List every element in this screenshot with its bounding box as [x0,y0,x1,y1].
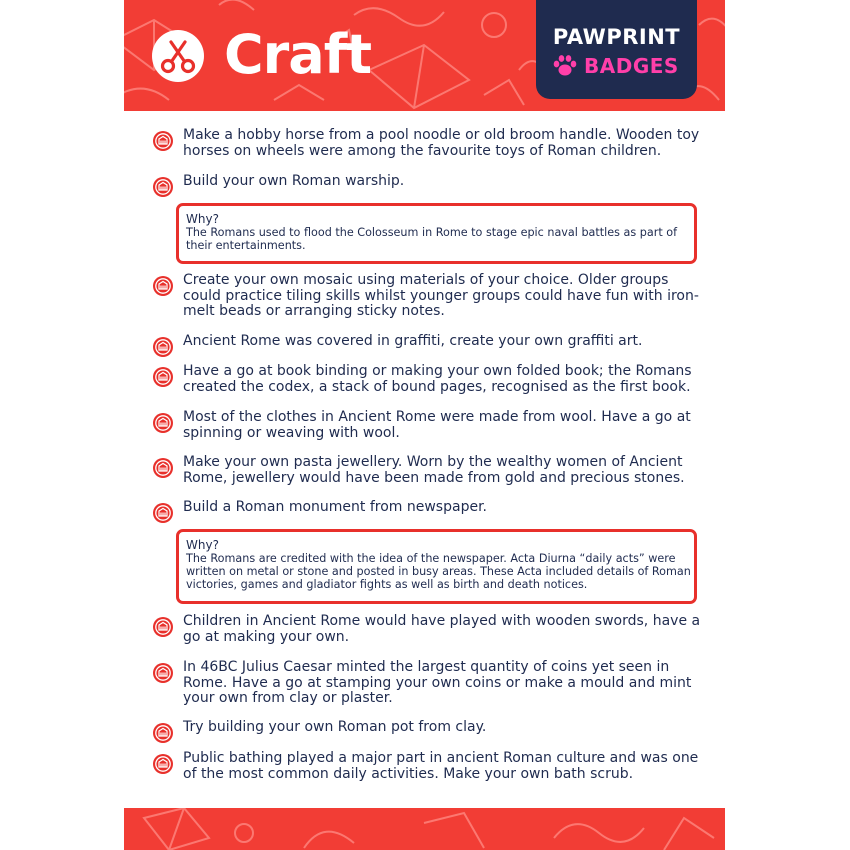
item-text: Children in Ancient Rome would have played with wooden swords, have a go at making your own. [183,613,701,645]
why-text: The Romans used to flood the Colosseum in Rome to stage epic naval battles as part of their entertainments. [186,226,678,253]
bullet-icon [152,336,174,358]
why-heading: Why? [186,538,219,552]
item-text: In 46BC Julius Caesar minted the largest quantity of coins yet seen in Rome. Have a go at stamping your own coins or make a mould and mint your own from clay or plaster. [183,659,692,706]
brand-name: PAWPRINT [552,25,681,49]
item-text: Ancient Rome was covered in graffiti, create your own graffiti art. [183,333,643,349]
bullet-icon [152,753,174,775]
item-text: Make a hobby horse from a pool noodle or old broom handle. Wooden toy horses on wheels were among the favourite toys of Roman children. [183,127,700,159]
bullet-icon [152,176,174,198]
activity-list [124,0,725,850]
item-text: Build your own Roman warship. [183,173,405,189]
bullet-icon [152,366,174,388]
item-text: Make your own pasta jewellery. Worn by the wealthy women of Ancient Rome, jewellery would have been made from gold and precious stones. [183,454,685,486]
bullet-icon [152,502,174,524]
bullet-icon [152,412,174,434]
bullet-icon [152,616,174,638]
page-title: Craft [224,23,372,86]
footer-banner [124,808,725,850]
item-text: Public bathing played a major part in ancient Roman culture and was one of the most common daily activities. Make your own bath scrub. [183,750,699,782]
bullet-icon [152,275,174,297]
bullet-icon [152,722,174,744]
why-text: The Romans are credited with the idea of the newspaper. Acta Diurna “daily acts” were written on metal or stone and posted in busy areas. These Acta included details of Roman victories, games and gladiator fights as well as birth and death notices. [186,552,691,592]
item-text: Build a Roman monument from newspaper. [183,499,487,515]
item-text: Most of the clothes in Ancient Rome were made from wool. Have a go at spinning or weaving with wool. [183,409,691,441]
item-text: Have a go at book binding or making your own folded book; the Romans created the codex, a stack of bound pages, recognised as the first book. [183,363,692,395]
bullet-icon [152,662,174,684]
why-heading: Why? [186,212,219,226]
why-box [176,203,697,264]
bullet-icon [152,457,174,479]
item-text: Create your own mosaic using materials of your choice. Older groups could practice tiling skills whilst younger groups could have fun with iron-melt beads or arranging sticky notes. [183,272,699,319]
bullet-icon [152,130,174,152]
why-box [176,529,697,604]
item-text: Try building your own Roman pot from clay. [183,719,487,735]
brand-subtitle: BADGES [584,54,679,78]
activity-sheet [124,0,725,850]
doodle-background [124,808,725,850]
